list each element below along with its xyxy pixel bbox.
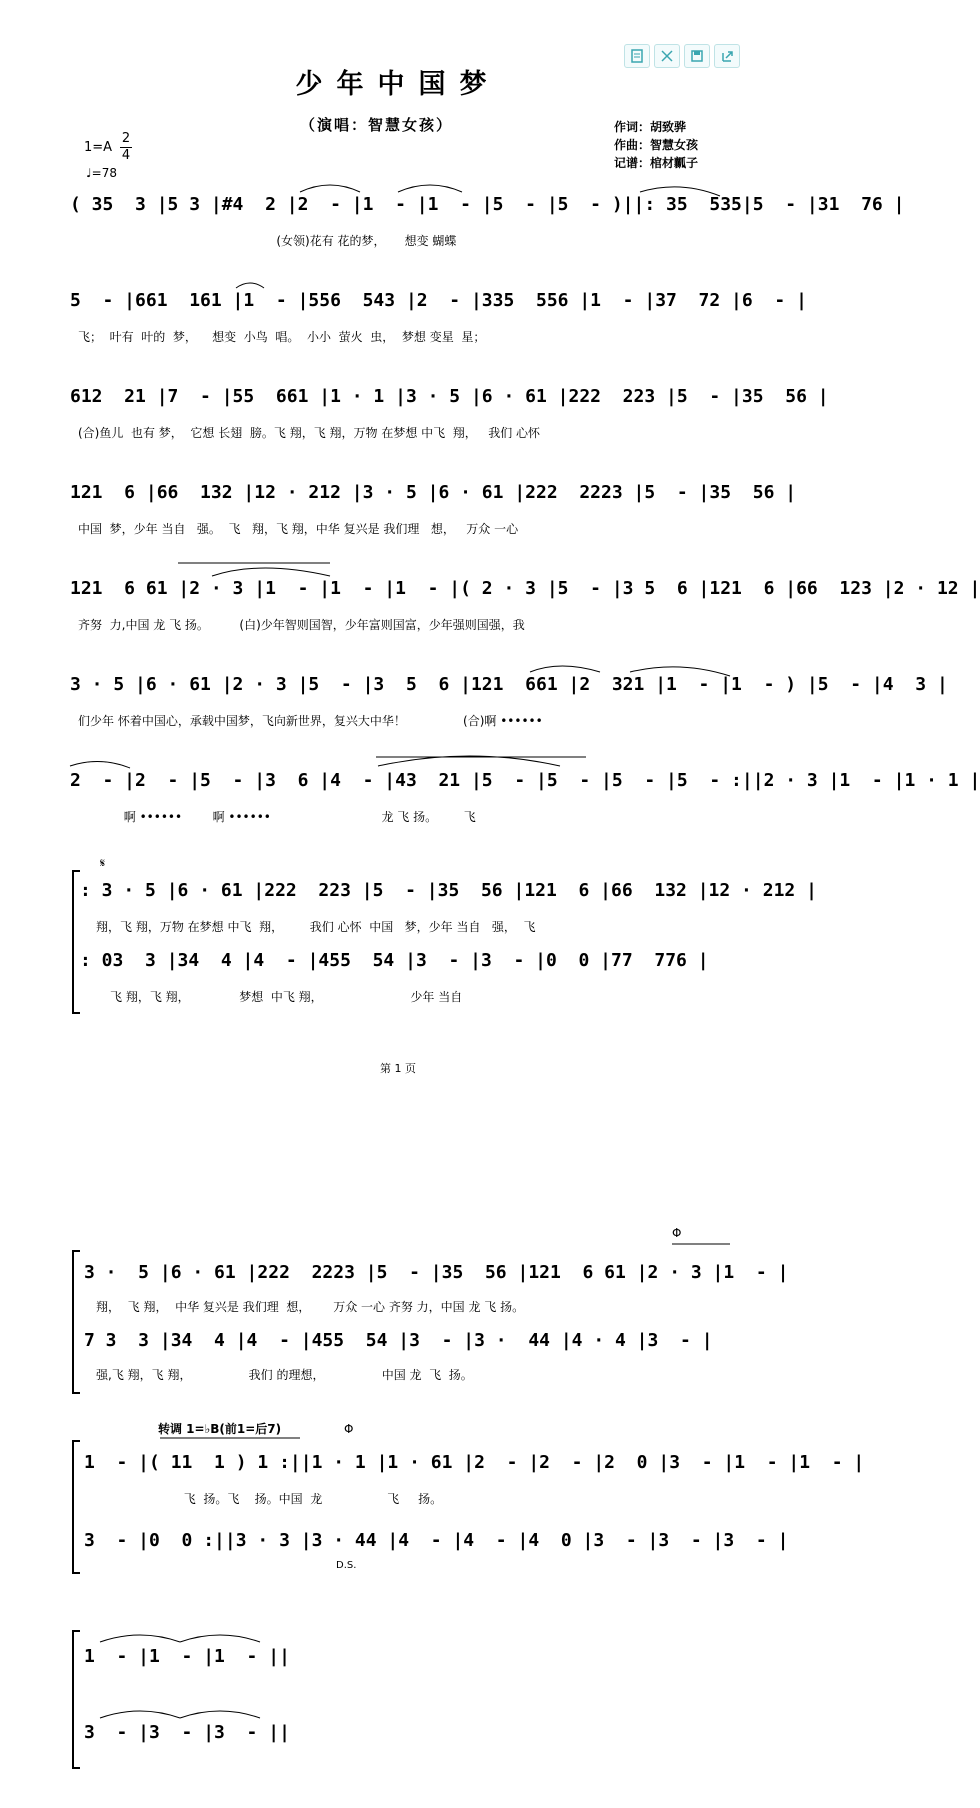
tempo-marking: ♩=78 (86, 166, 117, 180)
share-icon (720, 49, 734, 63)
credits (614, 118, 698, 172)
coda-mark-1: Φ (672, 1226, 682, 1240)
system-8-bracket (72, 870, 80, 1014)
song-title: 少年中国梦 (295, 69, 501, 100)
time-bottom: 4 (121, 148, 131, 163)
lyricist: 作词：胡致骅 (614, 120, 687, 134)
system-7-lyrics: 啊 •••••• 啊 •••••• 龙 飞 扬。 飞 (78, 810, 476, 824)
time-top: 2 (121, 131, 131, 146)
page-icon (630, 49, 644, 63)
system-9-bracket (72, 1250, 80, 1394)
system-9-lower-lyrics: 强,飞 翔，飞 翔， 我们 的理想， 中国 龙 飞 扬。 (96, 1368, 473, 1382)
system-9-lower-notes: 7 3 3 |34 4 |4 - |455 54 |3 - |3 · 44 |4 · 4 |3 - | (84, 1330, 713, 1351)
shuffle-icon (660, 49, 674, 63)
system-8-lower-lyrics: 飞 翔，飞 翔， 梦想 中飞 翔， 少年 当自 (110, 990, 463, 1004)
system-2-notes: 5 - |661 161 |1 - |556 543 |2 - |335 556 |1 - |37 72 |6 - | (70, 290, 807, 311)
system-5-lyrics: 齐努 力,中国 龙 飞 扬。 (白)少年智则国智，少年富则国富，少年强则国强，我 (78, 618, 525, 632)
system-9-upper-lyrics: 翔， 飞 翔， 中华 复兴是 我们理 想， 万众 一心 齐努 力，中国 龙 飞 扬。 (96, 1300, 525, 1314)
system-11-bracket (72, 1630, 80, 1769)
performer-line: （演唱：智慧女孩） (300, 116, 454, 134)
save-icon (690, 49, 704, 63)
ds-mark: D.S. (336, 1560, 357, 1571)
system-10-upper-notes: 1 - |( 11 1 ) 1 :||1 · 1 |1 · 61 |2 - |2 - |2 0 |3 - |1 - |1 - | (84, 1452, 865, 1473)
system-3-lyrics: (合)鱼儿 也有 梦， 它想 长翅 膀。飞 翔，飞 翔，万物 在梦想 中飞 翔， 我们 心怀 (78, 426, 541, 440)
system-3-notes: 612 21 |7 - |55 661 |1 · 1 |3 · 5 |6 · 61 |222 223 |5 - |35 56 | (70, 386, 829, 407)
system-10-bracket (72, 1440, 80, 1574)
system-10-upper-lyrics: 飞 扬。飞 扬。中国 龙 飞 扬。 (96, 1492, 443, 1506)
system-6-lyrics: 们少年 怀着中国心，承载中国梦，飞向新世界，复兴大中华！ (合)啊 •••••• (78, 714, 543, 728)
key-signature: 1=A (84, 140, 113, 155)
time-signature (120, 132, 132, 163)
system-11-lower-notes: 3 - |3 - |3 - || (84, 1722, 290, 1743)
system-4-lyrics: 中国 梦，少年 当自 强。 飞 翔，飞 翔，中华 复兴是 我们理 想， 万众 一心 (78, 522, 519, 536)
system-11-upper-notes: 1 - |1 - |1 - || (84, 1646, 290, 1667)
system-1-lyrics: (女领)花有 花的梦， 想变 蝴蝶 (78, 234, 457, 248)
page-footer: 第 1 页 (380, 1062, 416, 1075)
system-5-notes: 121 6 61 |2 · 3 |1 - |1 - |1 - |( 2 · 3 |5 - |3 5 6 |121 6 |66 123 |2 · 12 | (70, 578, 980, 599)
transcriber: 记谱：棺材瓤子 (614, 156, 699, 170)
composer: 作曲：智慧女孩 (614, 138, 699, 152)
system-9-upper-notes: 3 · 5 |6 · 61 |222 2223 |5 - |35 56 |121 6 61 |2 · 3 |1 - | (84, 1262, 789, 1283)
system-8-lower-notes: : 03 3 |34 4 |4 - |455 54 |3 - |3 - |0 0 |77 776 | (80, 950, 709, 971)
system-1-notes: ( 35 3 |5 3 |#4 2 |2 - |1 - |1 - |5 - |5 - )||: 35 535|5 - |31 76 | (70, 194, 905, 215)
system-8-upper-notes: : 3 · 5 |6 · 61 |222 223 |5 - |35 56 |121 6 |66 132 |12 · 212 | (80, 880, 817, 901)
segno-mark: 𝄋 (100, 856, 106, 870)
system-10-lower-notes: 3 - |0 0 :||3 · 3 |3 · 44 |4 - |4 - |4 0 |3 - |3 - |3 - | (84, 1530, 789, 1551)
system-4-notes: 121 6 |66 132 |12 · 212 |3 · 5 |6 · 61 |222 2223 |5 - |35 56 | (70, 482, 797, 503)
system-7-notes: 2 - |2 - |5 - |3 6 |4 - |43 21 |5 - |5 - |5 - |5 - :||2 · 3 |1 - |1 · 1 | (70, 770, 980, 791)
modulation-mark: 转调 1=♭B(前1=后7) (158, 1422, 282, 1436)
system-6-notes: 3 · 5 |6 · 61 |2 · 3 |5 - |3 5 6 |121 661 |2 321 |1 - |1 - ) |5 - |4 3 | (70, 674, 948, 695)
system-2-lyrics: 飞； 叶有 叶的 梦， 想变 小鸟 唱。 小小 萤火 虫， 梦想 变星 星； (78, 330, 486, 344)
system-8-upper-lyrics: 翔，飞 翔，万物 在梦想 中飞 翔， 我们 心怀 中国 梦，少年 当自 强， 飞 (96, 920, 536, 934)
coda-mark-2: Φ (344, 1422, 354, 1436)
